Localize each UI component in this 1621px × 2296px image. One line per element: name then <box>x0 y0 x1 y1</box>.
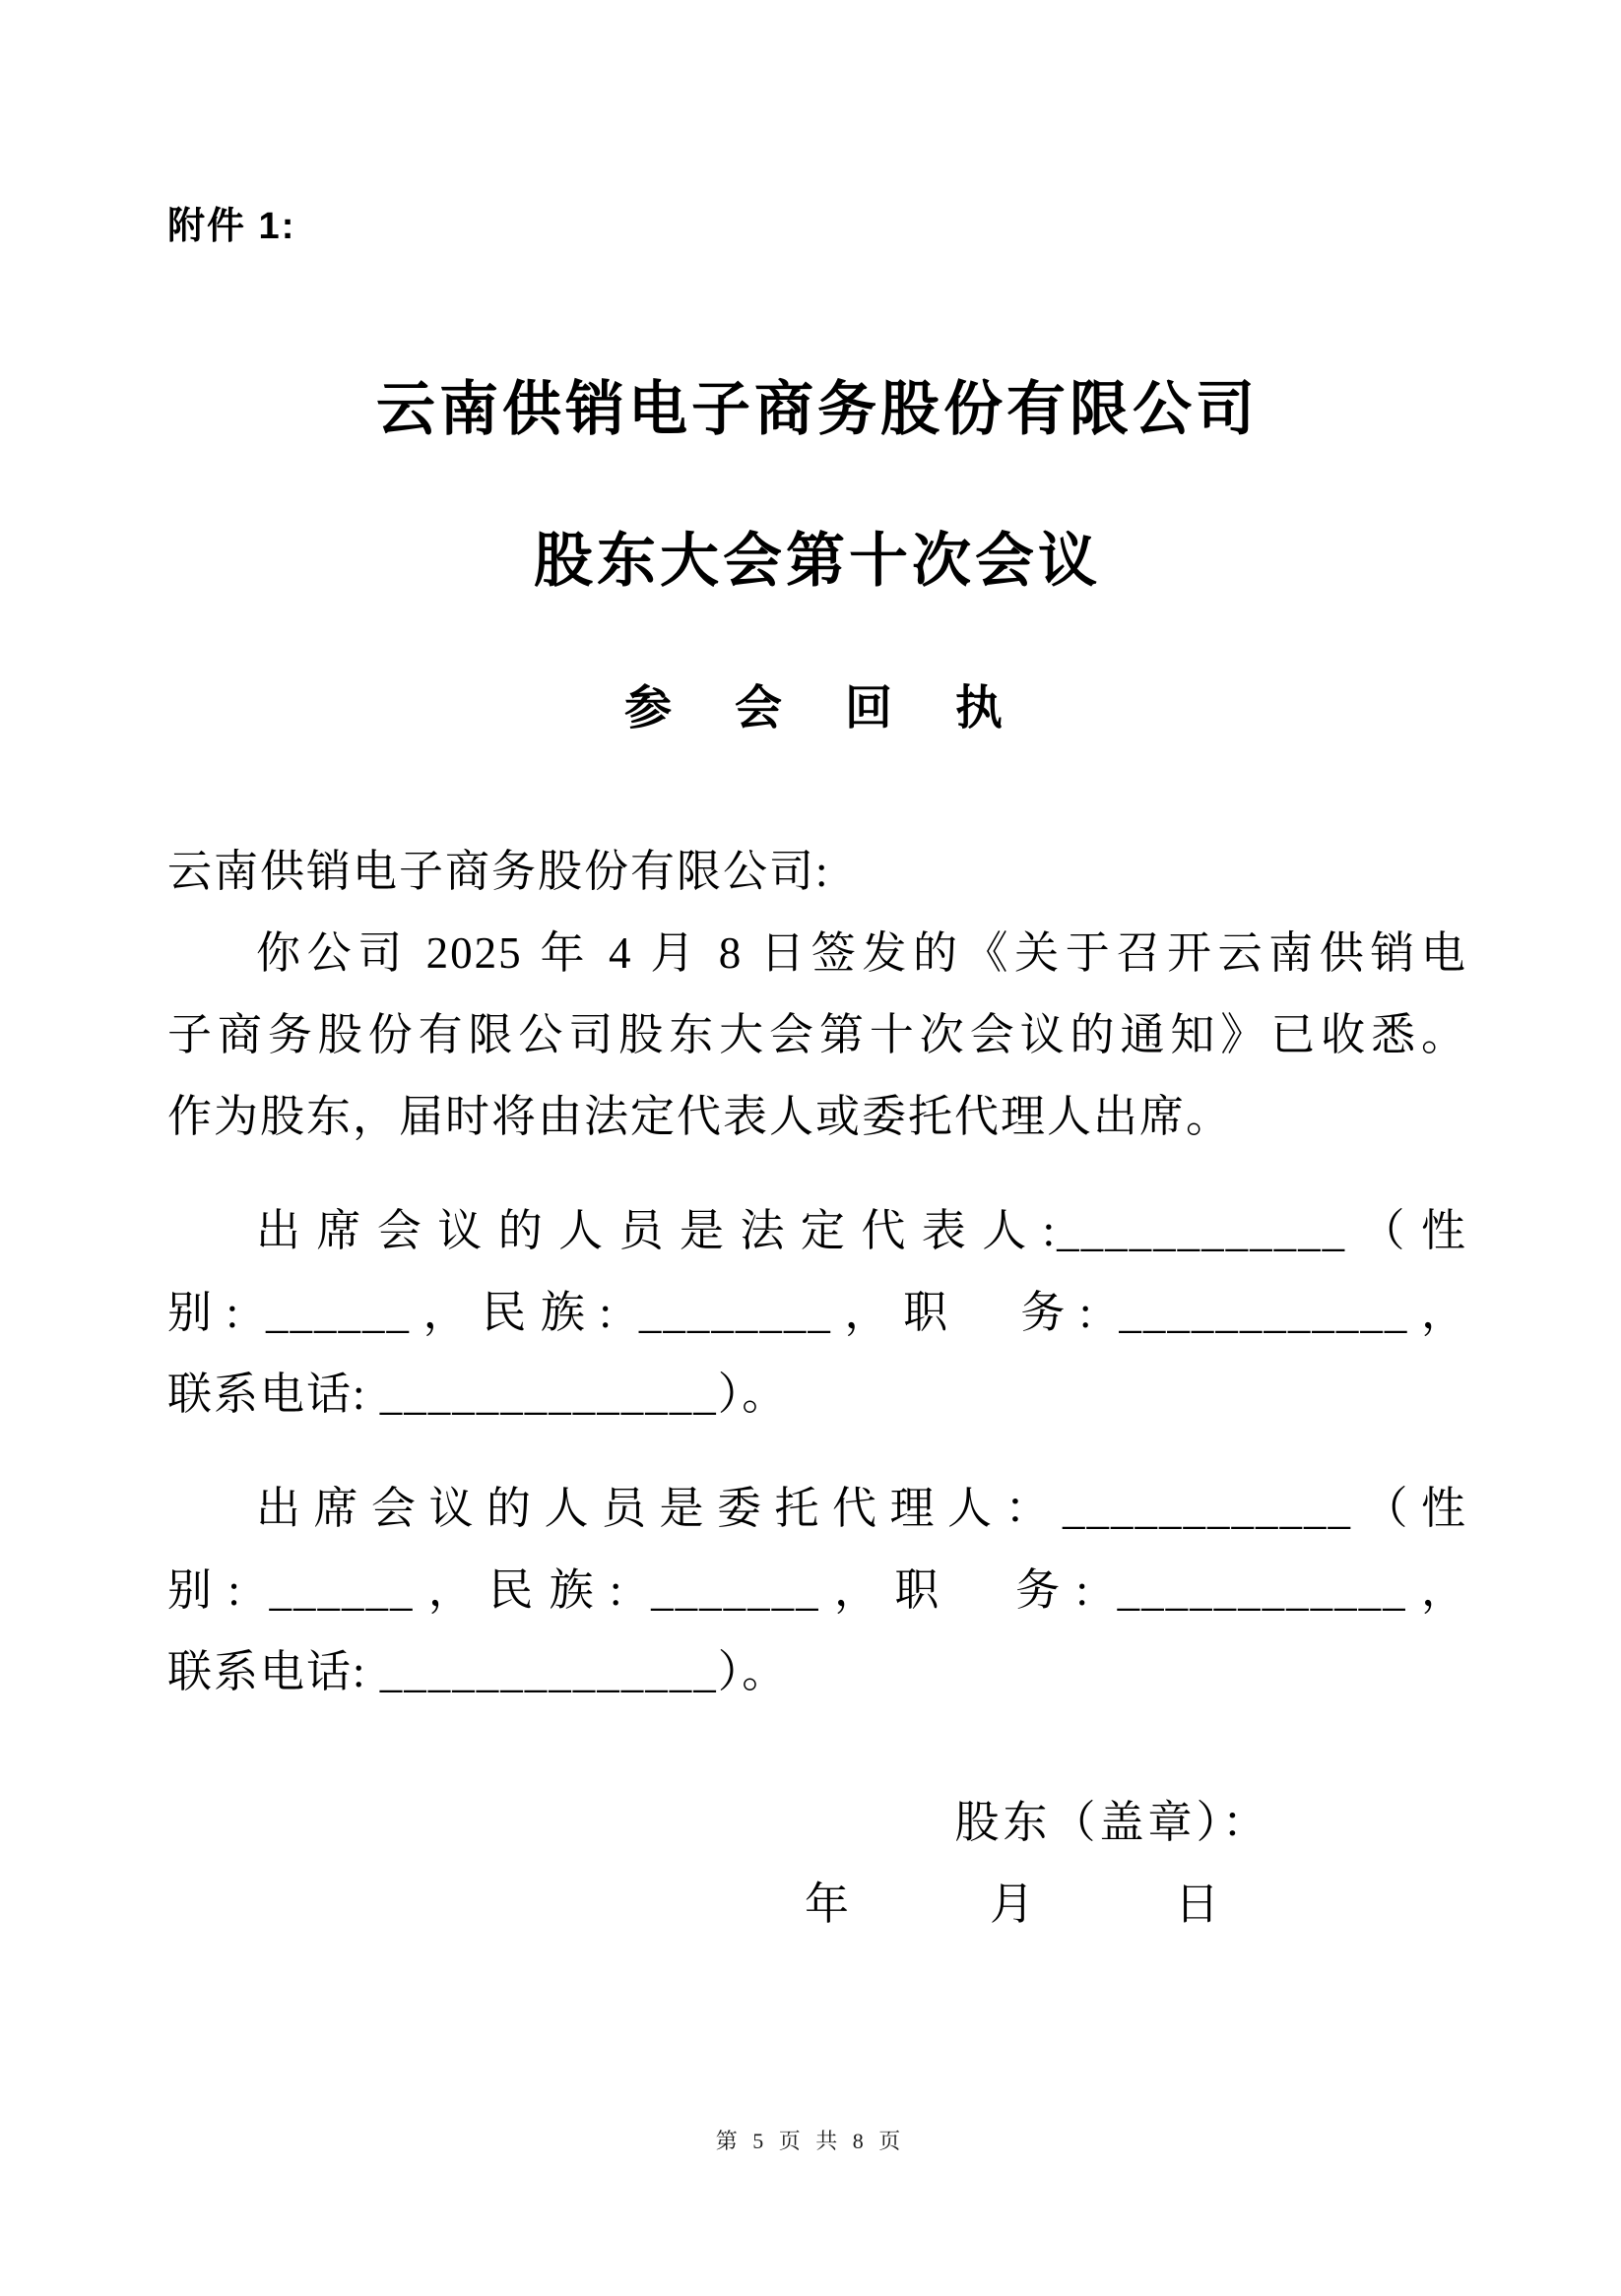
proxy-paragraph-line-3: 联系电话: ______________）。 <box>167 1646 789 1696</box>
legal-rep-paragraph-line-1: 出席会议的人员是法定代表人:____________（性 <box>256 1205 1467 1255</box>
document-title-line-1: 云南供销电子商务股份有限公司 <box>376 376 1259 442</box>
signature-block <box>167 1782 1467 1945</box>
shareholder-seal-label: 股东（盖章）： <box>954 1797 1270 1847</box>
proxy-paragraph-line-1: 出席会议的人员是委托代理人：____________（性 <box>256 1483 1467 1533</box>
date-line: 年 月 日 <box>804 1879 1221 1929</box>
legal-rep-paragraph-line-2: 别: ______，民族: ________，职 务: ____________， <box>167 1287 1467 1337</box>
page-number-footer: 第 5 页 共 8 页 <box>715 2129 906 2153</box>
attachment-label: 附件 1: <box>167 206 296 247</box>
document-subtitle: 参 会 回 执 <box>623 681 1010 734</box>
notice-paragraph-line-1: 你公司 2025 年 4 月 8 日签发的《关于召开云南供销电 <box>256 927 1467 978</box>
legal-rep-paragraph-line-3: 联系电话: ______________）。 <box>167 1369 789 1419</box>
notice-paragraph-line-2: 子商务股份有限公司股东大会第十次会议的通知》已收悉。 <box>167 1009 1467 1059</box>
document-title-line-2: 股东大会第十次会议 <box>534 528 1101 594</box>
salutation-line: 云南供销电子商务股份有限公司: <box>167 846 830 896</box>
proxy-paragraph-line-2: 别: ______，民族: _______，职 务: ____________， <box>167 1564 1467 1615</box>
notice-paragraph-line-3: 作为股东，届时将由法定代表人或委托代理人出席。 <box>167 1091 1233 1141</box>
